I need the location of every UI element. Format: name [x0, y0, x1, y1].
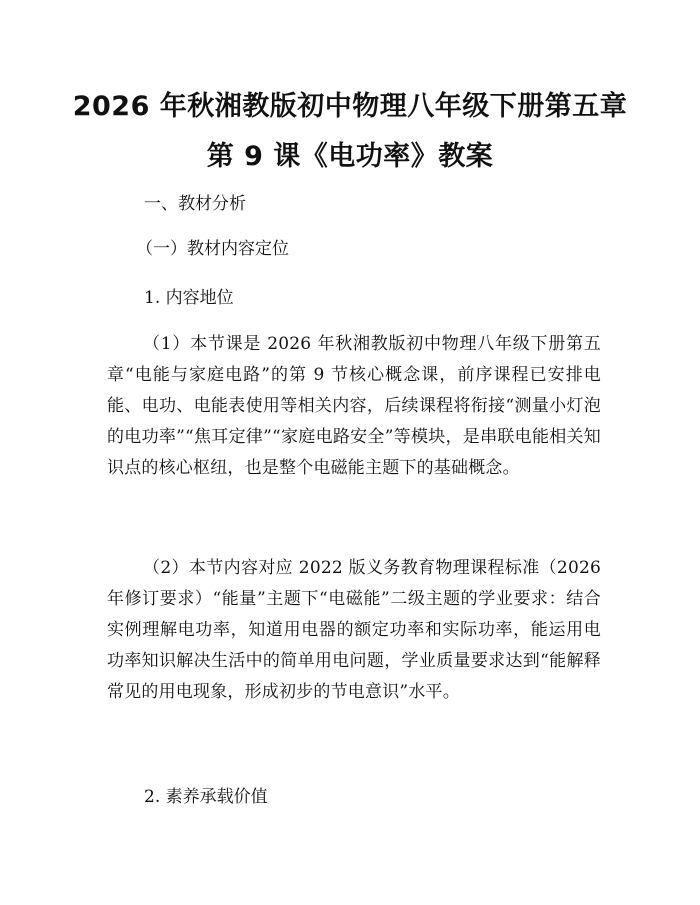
item-heading-literacy-value: 2. 素养承载价值	[144, 787, 268, 807]
item-heading-content-status: 1. 内容地位	[144, 288, 234, 308]
section-heading-textbook-analysis: 一、教材分析	[144, 194, 246, 214]
document-title-line-2: 第 9 课《电功率》教案	[206, 141, 494, 172]
document-title-line-1: 2026 年秋湘教版初中物理八年级下册第五章	[72, 91, 628, 122]
paragraph-content-status: （1）本节课是 2026 年秋湘教版初中物理八年级下册第五章“电能与家庭电路”的第 9 节核心概念课，前序课程已安排电能、电功、电能表使用等相关内容，后续课程将衔接“测量小灯泡的电功率”“焦耳定律”“家庭电路安全”等模块，是串联电能相关知识点的核心枢纽，也是整个电磁能主题下的基础概念。	[107, 334, 601, 478]
paragraph-curriculum-standard: （2）本节内容对应 2022 版义务教育物理课程标准（2026 年修订要求）“能量”主题下“电磁能”二级主题的学业要求：结合实例理解电功率，知道用电器的额定功率和实际功率，能运用电功率知识解决生活中的简单用电问题，学业质量要求达到“能解释常见的用电现象，形成初步的节电意识”水平。	[107, 558, 601, 702]
subsection-heading-content-positioning: （一）教材内容定位	[136, 239, 289, 259]
